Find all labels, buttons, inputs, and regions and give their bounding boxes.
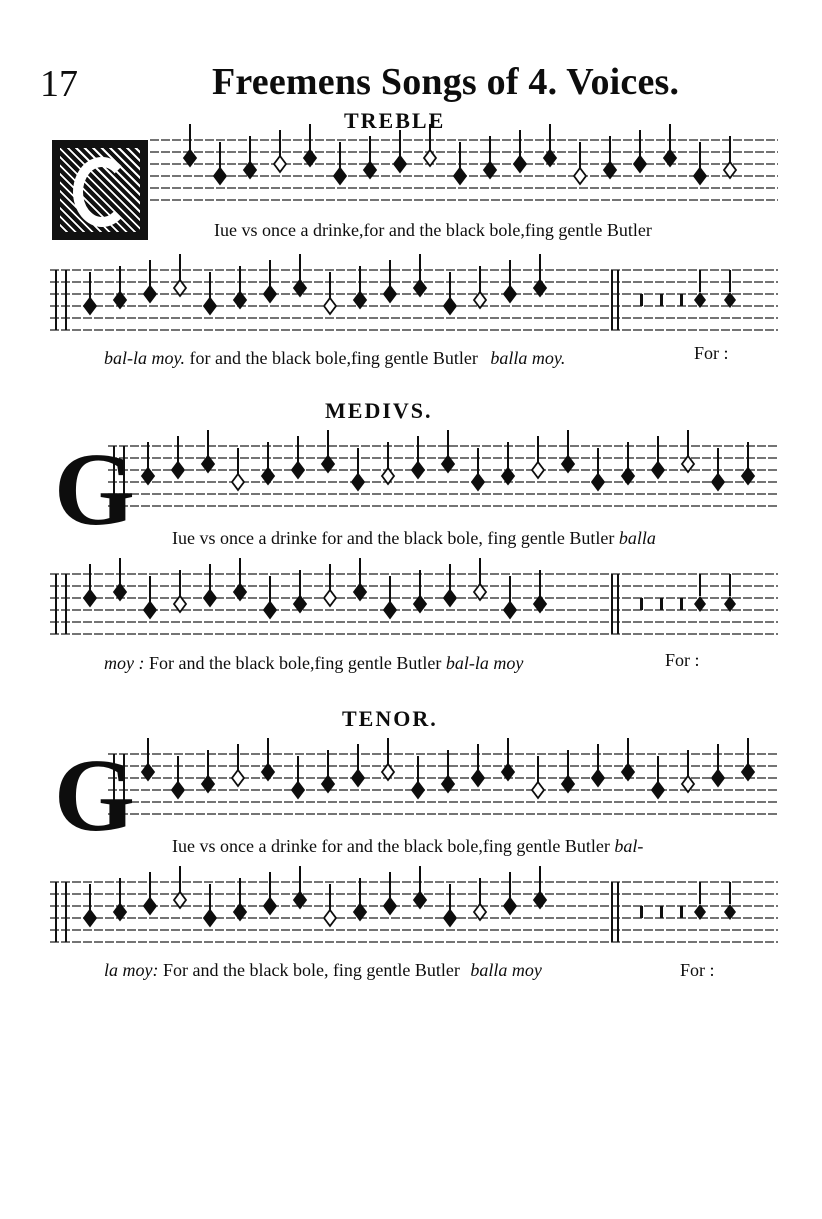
rest [680, 906, 683, 918]
note [454, 168, 466, 184]
note [652, 462, 664, 478]
note [204, 298, 216, 314]
note [292, 782, 304, 798]
note [504, 286, 516, 302]
note [214, 168, 226, 184]
for-label-treble: For : [694, 343, 729, 363]
note [712, 474, 724, 490]
note [394, 156, 406, 172]
note [172, 782, 184, 798]
note [444, 298, 456, 314]
note [504, 898, 516, 914]
rest [680, 294, 683, 306]
initial-letter-g-medius: G [54, 432, 135, 547]
note [324, 910, 336, 926]
lyric-line-2-medius: moy : For and the black bole,fing gentle Butler bal-la moy [104, 653, 524, 673]
note [384, 602, 396, 618]
note [412, 782, 424, 798]
note [84, 910, 96, 926]
note [694, 168, 706, 184]
rest [660, 294, 663, 306]
note [264, 898, 276, 914]
note [592, 770, 604, 786]
note [634, 156, 646, 172]
note [232, 474, 244, 490]
part-label-tenor: TENOR. [342, 706, 438, 731]
note [444, 590, 456, 606]
note [412, 462, 424, 478]
lyric-line-1-treble: Iue vs once a drinke,for and the black bole,fing gentle Butler [214, 220, 652, 240]
note [592, 474, 604, 490]
note [504, 602, 516, 618]
lyric-line-1-medius: Iue vs once a drinke for and the black bole, fing gentle Butler balla [172, 528, 656, 548]
initial-letter-g-tenor: G [54, 738, 135, 853]
note [532, 782, 544, 798]
note [204, 910, 216, 926]
note [652, 782, 664, 798]
rest [640, 598, 643, 610]
note [444, 910, 456, 926]
note [204, 590, 216, 606]
decorated-initial [52, 140, 148, 240]
rest [660, 598, 663, 610]
part-label-treble: TREBLE [344, 108, 446, 133]
lyric-line-2-treble: bal-la moy. for and the black bole,fing gentle Butler balla moy. [104, 348, 566, 368]
rest [640, 906, 643, 918]
note [232, 770, 244, 786]
note [144, 602, 156, 618]
lyric-line-1-tenor: Iue vs once a drinke for and the black bole,fing gentle Butler bal- [172, 836, 644, 856]
rest [640, 294, 643, 306]
note [144, 898, 156, 914]
note [532, 462, 544, 478]
note [472, 474, 484, 490]
note [334, 168, 346, 184]
note [472, 770, 484, 786]
lyric-line-2-tenor: la moy: For and the black bole, fing gentle Butler balla moy [104, 960, 542, 980]
note [352, 770, 364, 786]
note [264, 602, 276, 618]
note [324, 298, 336, 314]
for-label-medius: For : [665, 650, 700, 670]
page-number: 17 [40, 63, 78, 105]
for-label-tenor: For : [680, 960, 715, 980]
note [384, 898, 396, 914]
note [324, 590, 336, 606]
note [84, 298, 96, 314]
note [274, 156, 286, 172]
note [264, 286, 276, 302]
note [292, 462, 304, 478]
note [144, 286, 156, 302]
rest [680, 598, 683, 610]
rest [660, 906, 663, 918]
note [574, 168, 586, 184]
note [352, 474, 364, 490]
note [712, 770, 724, 786]
note [172, 462, 184, 478]
part-label-medius: MEDIVS. [325, 398, 433, 423]
note [84, 590, 96, 606]
note [384, 286, 396, 302]
note [514, 156, 526, 172]
page-title: Freemens Songs of 4. Voices. [212, 61, 680, 103]
